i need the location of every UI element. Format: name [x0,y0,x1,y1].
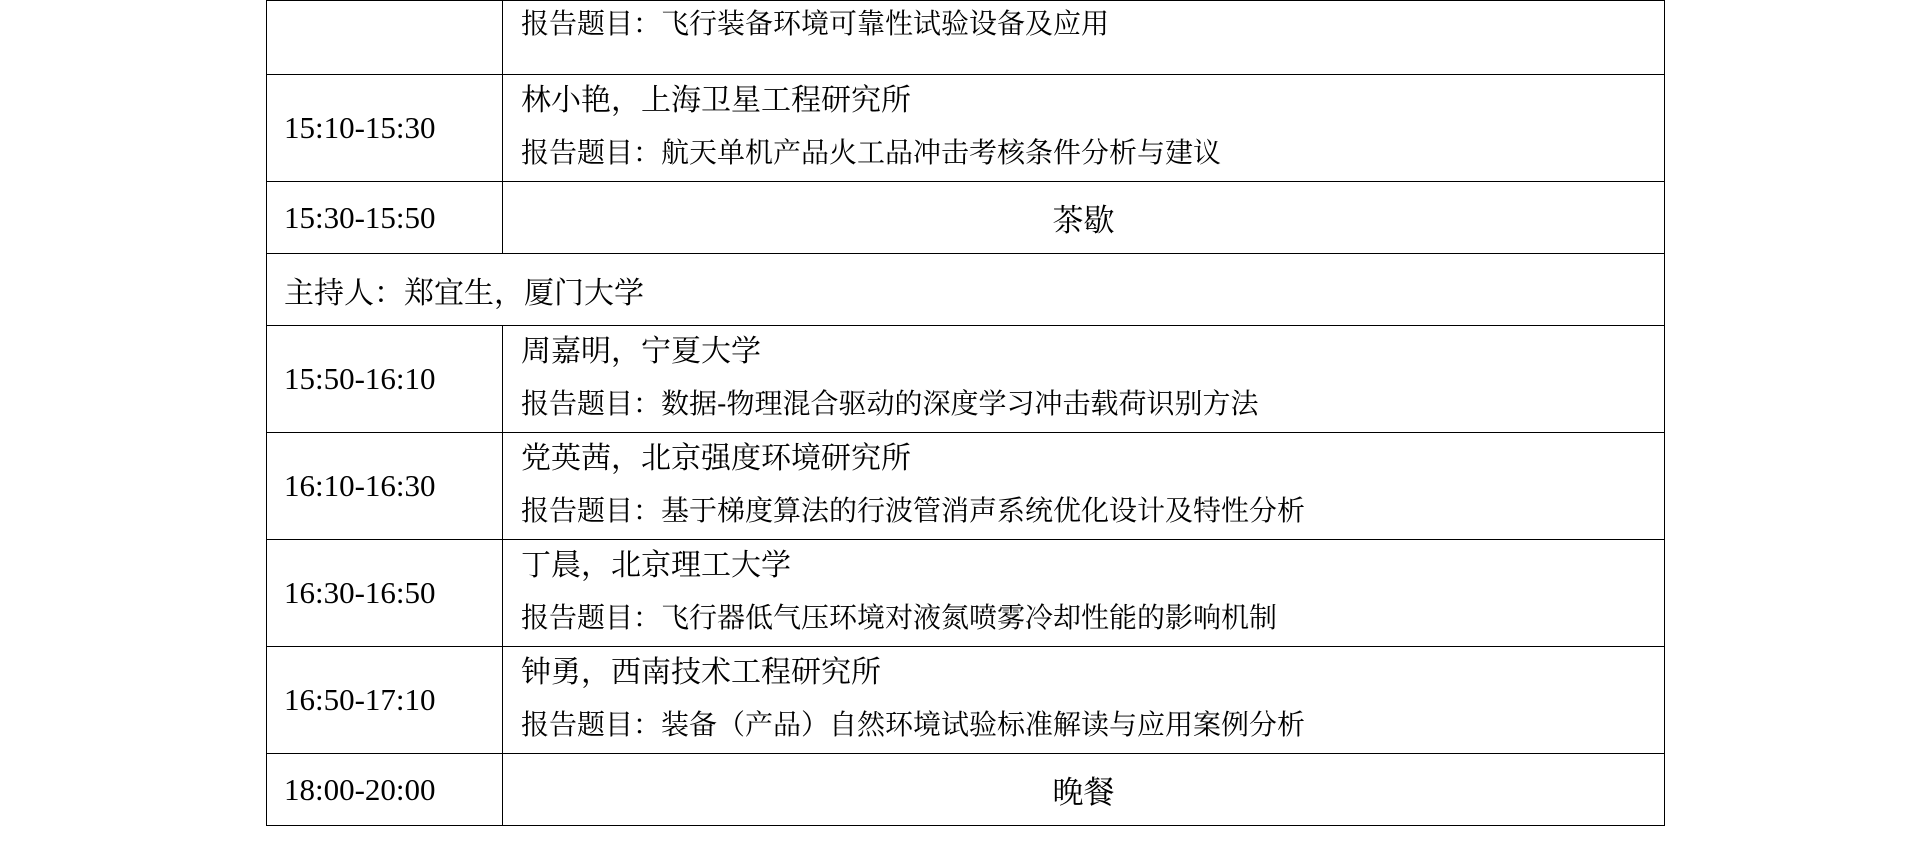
talk-cell [503,433,1665,540]
host-cell [267,254,1665,326]
speaker-name: 党英茜，北京强度环境研究所 [521,441,911,476]
tea-break-row [267,182,1665,254]
table-row [267,540,1665,647]
time-cell [267,1,503,75]
talk-cell [503,647,1665,754]
talk-title: 报告题目：航天单机产品火工品冲击考核条件分析与建议 [521,136,1222,169]
host-row [267,254,1665,326]
time-cell: 15:30-15:50 [267,182,503,254]
speaker-name: 林小艳，上海卫星工程研究所 [521,83,911,118]
table-row [267,647,1665,754]
table-row [267,326,1665,433]
time-cell: 16:30-16:50 [267,540,503,647]
time-cell: 15:50-16:10 [267,326,503,433]
talk-cell [503,75,1665,182]
speaker-name: 丁晨，北京理工大学 [521,548,791,583]
dinner-label: 晚餐 [503,754,1665,826]
talk-title: 报告题目：飞行器低气压环境对液氮喷雾冷却性能的影响机制 [521,601,1278,634]
tea-break-label: 茶歇 [503,182,1665,254]
talk-title: 报告题目：飞行装备环境可靠性试验设备及应用 [521,7,1110,40]
host-name: 郑宜生，厦门大学 [404,275,644,311]
speaker-name: 钟勇，西南技术工程研究所 [521,655,881,690]
talk-title: 报告题目：基于梯度算法的行波管消声系统优化设计及特性分析 [521,494,1306,527]
time-cell: 18:00-20:00 [267,754,503,826]
talk-title: 报告题目：装备（产品）自然环境试验标准解读与应用案例分析 [521,708,1306,741]
talk-title: 报告题目：数据-物理混合驱动的深度学习冲击载荷识别方法 [521,387,1259,420]
time-cell: 16:10-16:30 [267,433,503,540]
dinner-row [267,754,1665,826]
schedule-table [266,0,1665,826]
table-row [267,1,1665,75]
time-cell: 15:10-15:30 [267,75,503,182]
time-cell: 16:50-17:10 [267,647,503,754]
table-row [267,433,1665,540]
table-row [267,75,1665,182]
talk-cell [503,540,1665,647]
talk-cell [503,1,1665,75]
talk-cell [503,326,1665,433]
speaker-name: 周嘉明，宁夏大学 [521,334,761,369]
host-label: 主持人： [284,275,404,311]
